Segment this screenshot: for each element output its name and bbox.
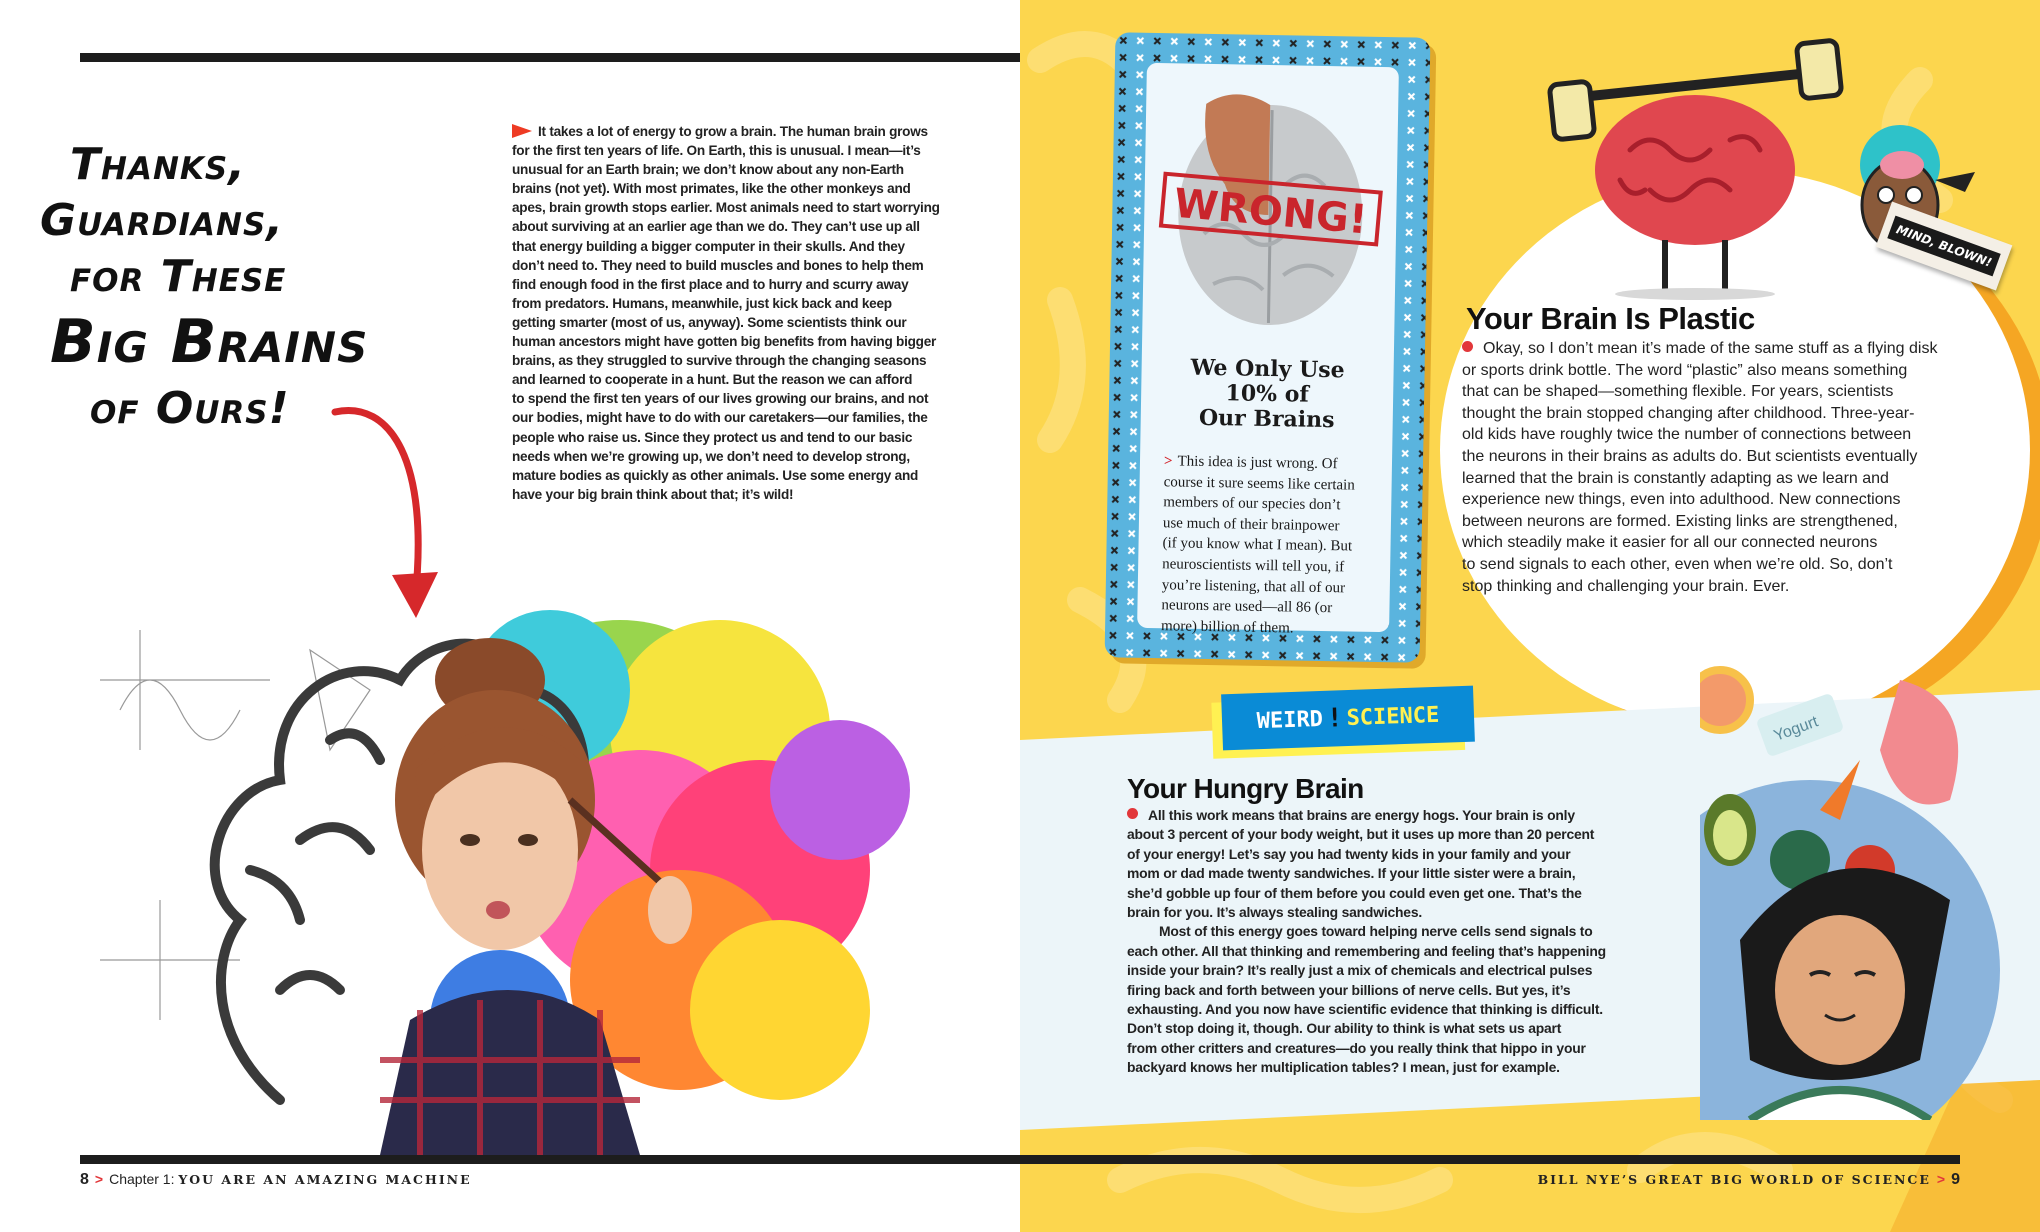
text-line (1127, 903, 1606, 922)
line-text: about surviving at an earlier age than we do. They can’t use up all (512, 219, 920, 235)
brain-collage-image (80, 540, 950, 1155)
hungry-title: Your Hungry Brain (1127, 773, 1364, 804)
line-text: our bodies, might have to do with our caretakers—our families, the (512, 410, 928, 426)
text-line (512, 485, 940, 504)
text-line (1462, 468, 1937, 490)
headline-line: Thanks, (70, 139, 246, 190)
line-text: people who raise us. Since they protect us and tend to our basic (512, 429, 913, 445)
line-text: It takes a lot of energy to grow a brain. The human brain grows (538, 124, 928, 139)
line-text: that energy building a bigger computer in their skulls. And they (512, 238, 905, 254)
text-line (1161, 616, 1353, 640)
line-text: mom or dad made twenty sandwiches. If your little sister were a brain, (1127, 865, 1576, 882)
text-line (1462, 511, 1937, 533)
text-line (1462, 360, 1937, 382)
text-line (1127, 845, 1606, 864)
plastic-article (1462, 300, 1937, 597)
text-line (512, 122, 940, 141)
text-line (1462, 532, 1937, 554)
food-and-girl-illustration (1700, 660, 2040, 1120)
line-text: you’re listening, that all of our (1161, 576, 1346, 596)
text-line (512, 275, 940, 294)
text-line (1462, 424, 1937, 446)
line-text: or sports drink bottle. The word “plastic” also means something (1462, 361, 1908, 379)
science-word: SCIENCE (1346, 702, 1440, 731)
page-number: 8 (80, 1171, 89, 1188)
headline-line: for These (70, 251, 287, 302)
left-footer (80, 1171, 472, 1189)
line-text: neurons are used—all 86 (or (1161, 597, 1333, 617)
line-text: from other critters and creatures—do you really think that hippo in your (1127, 1039, 1586, 1056)
plastic-title: Your Brain Is Plastic (1466, 301, 1755, 336)
sidebar-title (1141, 355, 1394, 434)
line-text: thought the brain stopped changing after childhood. Three-year- (1462, 404, 1915, 422)
line-text: for the first ten years of life. On Earth, this is unusual. I mean—it’s (512, 143, 921, 159)
text-line (512, 217, 940, 236)
line-text: Don’t stop doing it, though. Our ability to think is what sets us apart (1127, 1020, 1562, 1037)
red-dot-icon (1127, 808, 1138, 819)
right-footer (1538, 1171, 1960, 1189)
line-text: backyard knows her multiplication tables? I mean, just for example. (1127, 1059, 1560, 1076)
red-arrow-marker-icon (512, 124, 532, 138)
sticker-label: MIND, BLOWN! (1887, 215, 2001, 276)
line-text: experience new things, even into adulthood. New connections (1462, 491, 1901, 509)
exclamation: ! (1326, 703, 1344, 734)
plastic-body (1462, 338, 1937, 597)
line-text: apes, brain growth stops earlier. Most animals need to start worrying (512, 200, 940, 216)
line-text: that can be shaped—something flexible. For years, scientists (1462, 383, 1894, 401)
line-text: have your big brain think about that; it’s wild! (512, 486, 794, 502)
text-line (512, 389, 940, 408)
weird-science-label (1221, 686, 1475, 751)
text-line (512, 351, 940, 370)
text-line (1462, 338, 1937, 360)
line-text: which steadily make it easier for all our connected neurons (1462, 534, 1878, 552)
text-line (512, 466, 940, 485)
text-line (1462, 576, 1937, 598)
text-line (512, 141, 940, 160)
brain-image (1142, 63, 1399, 347)
line-text: more) billion of them. (1160, 617, 1294, 637)
text-line (1127, 942, 1606, 961)
line-text: from predators. Humans, meanwhile, just kick back and keep (512, 295, 892, 311)
line-text: needs when we’re growing up, we don’t need to develop strong, (512, 448, 910, 464)
line-text: unusual for an Earth brain; we don’t know about any non-Earth (512, 162, 904, 178)
text-line (1462, 489, 1937, 511)
weightlifting-brain-illustration (1530, 30, 1860, 300)
headline-line: Big Brains (50, 307, 369, 377)
line-text: old kids have roughly twice the number of connections between (1462, 426, 1912, 444)
separator: > (1936, 1171, 1946, 1187)
text-line (1462, 446, 1937, 468)
line-text: Okay, so I don’t mean it’s made of the same stuff as a flying disk (1483, 340, 1938, 357)
line-text: This idea is just wrong. Of (1177, 453, 1338, 473)
text-line (512, 332, 940, 351)
line-text: find enough food in the first place and to hurry and scurry away (512, 276, 909, 292)
text-line (512, 428, 940, 447)
line-text: exhausting. And you now have scientific evidence that thinking is difficult. (1127, 1001, 1603, 1018)
text-line (1127, 961, 1606, 980)
line-text: human ancestors might have gotten big benefits from having bigger (512, 334, 937, 350)
line-text: Most of this energy goes toward helping nerve cells send signals to (1159, 923, 1593, 940)
line-text: mature bodies as quickly as other animals. Use some energy and (512, 467, 919, 483)
chapter-prefix: Chapter 1: (109, 1171, 175, 1187)
text-line (1462, 381, 1937, 403)
line-text: to send signals to each other, even when we’re old. So, don’t (1462, 555, 1893, 573)
text-line (1164, 451, 1356, 475)
text-line (1162, 554, 1354, 578)
text-line (1127, 1058, 1606, 1077)
line-text: inside your brain? It’s really just a mix of chemicals and electrical pulses (1127, 962, 1593, 979)
weird-word: WEIRD (1256, 706, 1324, 734)
text-line (512, 408, 940, 427)
text-line (512, 160, 940, 179)
text-line (1462, 403, 1937, 425)
text-line (1127, 884, 1606, 903)
line-text: members of our species don’t (1163, 494, 1341, 514)
text-line (512, 256, 940, 275)
bottom-rule (80, 1155, 1960, 1164)
line-text: All this work means that brains are energy hogs. Your brain is only (1148, 807, 1575, 823)
text-line (512, 198, 940, 217)
sidebar-title-line: Our Brains (1198, 404, 1335, 434)
hungry-paragraph-2 (1127, 922, 1606, 1077)
text-line (1127, 1000, 1606, 1019)
text-line (1127, 1039, 1606, 1058)
text-line (512, 294, 940, 313)
chapter-title: YOU ARE AN AMAZING MACHINE (178, 1172, 472, 1187)
intro-text (512, 122, 940, 504)
line-text: she’d gobble up four of them before you could even get one. That’s the (1127, 884, 1582, 901)
separator: > (94, 1171, 104, 1187)
text-line (1127, 825, 1606, 844)
text-line (1127, 981, 1606, 1000)
text-line (512, 313, 940, 332)
text-line (1127, 864, 1606, 883)
sidebar-title-line: 10% of (1225, 380, 1310, 408)
hungry-article (1127, 772, 1606, 1078)
headline-line: Guardians, (40, 195, 285, 246)
line-text: about 3 percent of your body weight, but it uses up more than 20 percent (1127, 826, 1595, 843)
page-number: 9 (1951, 1171, 1960, 1188)
line-text: don’t need to. They need to build muscles and bones to help them (512, 257, 924, 273)
wrong-stamp: WRONG! (1172, 180, 1369, 244)
line-text: and learned to cooperate in a hunt. But the reason we can afford (512, 372, 913, 388)
line-text: to spend the first ten years of our lives growing our brains, and not (512, 391, 929, 407)
red-dot-icon (1462, 341, 1473, 352)
text-line (1127, 1019, 1606, 1038)
text-line (512, 447, 940, 466)
line-text: use much of their brainpower (1162, 514, 1340, 535)
text-line (512, 370, 940, 389)
line-text: getting smarter (most of us, anyway). Some scientists think our (512, 314, 907, 330)
line-text: (if you know what I mean). But (1162, 535, 1353, 555)
marker: > (1163, 453, 1173, 470)
yogurt-label: Yogurt (1771, 713, 1821, 745)
line-text: brain for you. It’s always stealing sandwiches. (1127, 904, 1423, 921)
hungry-body (1127, 806, 1606, 1078)
text-line (1161, 595, 1353, 619)
line-text: of your energy! Let’s say you had twenty kids in your family and your (1127, 845, 1571, 862)
sidebar-title-line: We Only Use (1190, 354, 1345, 384)
line-text: learned that the brain is constantly adapting as we learn and (1462, 469, 1889, 487)
book-title: BILL NYE’S GREAT BIG WORLD OF SCIENCE (1537, 1172, 1931, 1187)
line-text: between neurons are formed. Existing links are strengthened, (1462, 512, 1898, 530)
sidebar-body (1161, 451, 1355, 640)
top-rule (80, 53, 1020, 62)
text-line (1127, 922, 1606, 941)
line-text: brains, as they struggled to survive through the changing seasons (512, 353, 927, 369)
line-text: the neurons in their brains as adults do. But scientists eventually (1462, 447, 1918, 465)
text-line (512, 179, 940, 198)
line-text: brains (not yet). With most primates, like the other monkeys and (512, 181, 911, 197)
headline-line: of Ours! (90, 383, 290, 434)
text-line (512, 237, 940, 256)
myth-sidebar (1105, 32, 1431, 662)
line-text: stop thinking and challenging your brain. Ever. (1462, 577, 1790, 595)
line-text: neuroscientists will tell you, if (1162, 556, 1345, 576)
line-text: firing back and forth between your billions of nerve cells. But yes, it’s (1127, 981, 1571, 998)
line-text: course it sure seems like certain (1163, 473, 1355, 494)
line-text: each other. All that thinking and remembering and feeling that’s happening (1127, 942, 1606, 959)
text-line (1462, 554, 1937, 576)
text-line (1127, 806, 1606, 825)
